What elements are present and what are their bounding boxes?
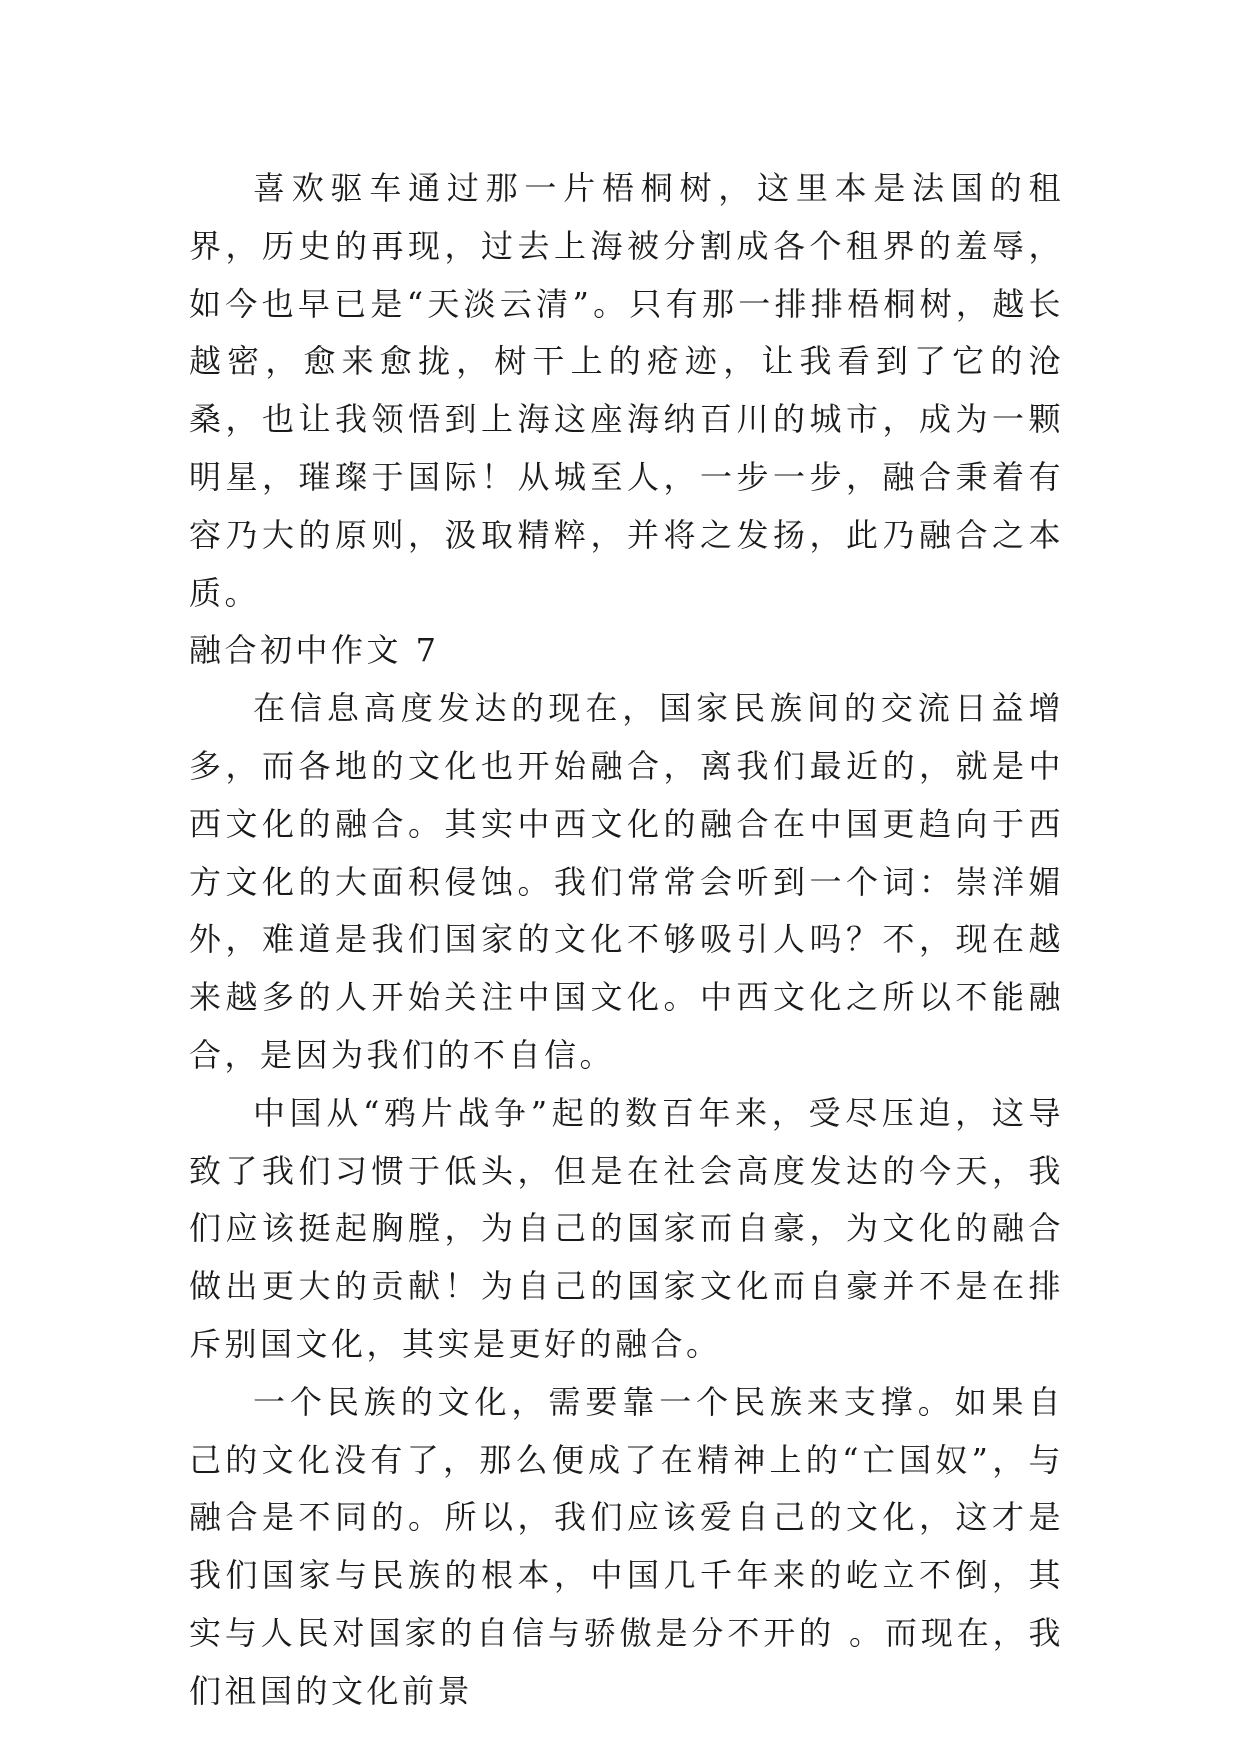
paragraph: 在信息高度发达的现在，国家民族间的交流日益增多，而各地的文化也开始融合，离我们最近的，就是中西文化的融合。其实中西文化的融合在中国更趋向于西方文化的大面积侵蚀。我们常常会听到一个词：崇洋媚外，难道是我们国家的文化不够吸引人吗？不，现在越来越多的人开始关注中国文化。中西文化之所以不能融合，是因为我们的不自信。 bbox=[189, 689, 1064, 1074]
document-body bbox=[189, 160, 1064, 1721]
paragraph: 中国从“鸦片战争”起的数百年来，受尽压迫，这导致了我们习惯于低头，但是在社会高度发达的今天，我们应该挺起胸膛，为自己的国家而自豪，为文化的融合做出更大的贡献！为自己的国家文化而自豪并不是在排斥别国文化，其实是更好的融合。 bbox=[189, 1093, 1064, 1363]
paragraph: 喜欢驱车通过那一片梧桐树，这里本是法国的租界，历史的再现，过去上海被分割成各个租界的羞辱，如今也早已是“天淡云清”。只有那一排排梧桐树，越长越密，愈来愈拢，树干上的疮迹，让我看到了它的沧桑，也让我领悟到上海这座海纳百川的城市，成为一颗明星，璀璨于国际！从城至人，一步一步，融合秉着有容乃大的原则，汲取精粹，并将之发扬，此乃融合之本质。 bbox=[189, 169, 1064, 612]
section-heading: 融合初中作文 7 bbox=[189, 631, 440, 670]
paragraph: 一个民族的文化，需要靠一个民族来支撑。如果自己的文化没有了，那么便成了在精神上的“亡国奴”，与融合是不同的。所以，我们应该爱自己的文化，这才是我们国家与民族的根本，中国几千年来的屹立不倒，其实与人民对国家的自信与骄傲是分不开的 。而现在，我们祖国的文化前景 bbox=[189, 1382, 1064, 1710]
